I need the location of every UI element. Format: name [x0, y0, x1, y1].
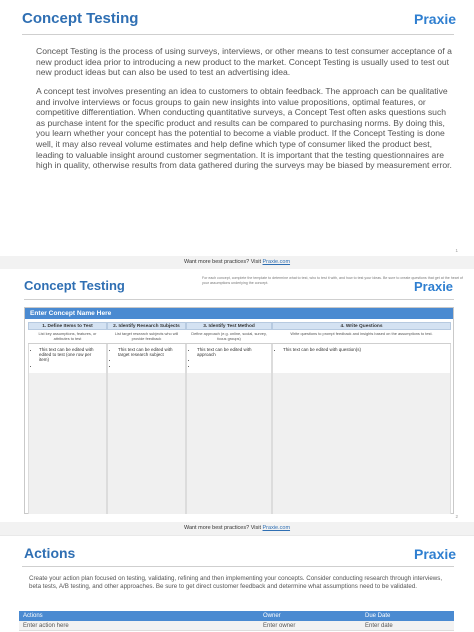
footer-banner — [0, 256, 474, 269]
bullet-list[interactable] — [29, 344, 106, 373]
column-header: 4. Write Questions — [272, 322, 451, 330]
column-description: Write questions to prompt feedback and insights based on the assumptions to test. — [272, 330, 451, 344]
table-header-row — [19, 611, 454, 621]
page-title: Actions — [24, 545, 76, 561]
due-date-field[interactable]: Enter date — [365, 623, 393, 629]
empty-cell-area — [273, 373, 450, 514]
praxie-logo: Praxie — [414, 11, 457, 27]
list-item[interactable] — [118, 363, 181, 368]
page-2 — [0, 269, 474, 522]
title-divider — [22, 566, 454, 567]
table-row — [19, 621, 454, 631]
column-description: List target research subjects who will provide feedback — [107, 330, 186, 344]
bullet-list[interactable] — [108, 344, 185, 373]
praxie-logo: Praxie — [414, 546, 457, 562]
empty-cell-area — [29, 373, 106, 514]
praxie-logo: Praxie — [414, 279, 454, 294]
praxie-link[interactable]: Praxie.com — [262, 525, 291, 531]
page-3 — [0, 536, 474, 632]
column-header-owner: Owner — [263, 613, 281, 619]
template-instructions: For each concept, complete the template to determine what to test, who to test it with, and how to test your ideas. Be sure to create questions that get at the heart of your assumptions underlying the concept. — [202, 276, 463, 285]
column-body[interactable] — [28, 344, 107, 514]
footer-banner — [0, 522, 474, 535]
column-body[interactable] — [186, 344, 272, 514]
praxie-link[interactable]: Praxie.com — [262, 259, 291, 265]
page-title: Concept Testing — [22, 10, 139, 27]
column-header: 2. Identify Research Subjects — [107, 322, 186, 330]
title-divider — [22, 34, 454, 35]
column-research-subjects — [107, 322, 186, 514]
empty-cell-area — [187, 373, 271, 514]
owner-field[interactable]: Enter owner — [263, 623, 296, 629]
column-description: Define approach (e.g. online, social, survey, focus groups) — [186, 330, 272, 344]
column-header: 3. Identify Test Method — [186, 322, 272, 330]
footer-text: Want more best practices? Visit — [183, 259, 263, 265]
action-field[interactable]: Enter action here — [23, 623, 69, 629]
actions-table — [19, 611, 454, 631]
column-header-due-date: Due Date — [365, 613, 391, 619]
intro-paragraph: Concept Testing is the process of using surveys, interviews, or other means to test consumer acceptance of a new product idea prior to introducing a new product to the market. Concept Testing is usually used to test out new product ideas but can also be used to test an advertising idea. — [36, 46, 452, 78]
column-test-method — [186, 322, 272, 514]
list-item[interactable] — [197, 363, 267, 368]
column-header-actions: Actions — [23, 613, 43, 619]
page-number: 2 — [455, 514, 458, 519]
list-item[interactable]: • This text can be edited with target research subject — [118, 347, 181, 357]
footer-text: Want more best practices? Visit — [183, 525, 263, 531]
actions-description: Create your action plan focused on testing, validating, refining and then implementing your concepts. Consider conducting research through interviews, beta tests, A/B testing, and other approaches. Be sure to get direct customer feedback and determine what assumptions need to be validated. — [29, 575, 443, 590]
list-item[interactable]: • This text can be edited with edited to test (one row per item) — [39, 347, 102, 363]
concept-template — [24, 307, 454, 514]
column-description: List key assumptions, features, or attributes to test — [28, 330, 107, 344]
bullet-list[interactable] — [187, 344, 271, 373]
column-header: 1. Define Items to Test — [28, 322, 107, 330]
column-body[interactable] — [272, 344, 451, 514]
concept-name-field[interactable]: Enter Concept Name Here — [25, 308, 453, 319]
list-item[interactable]: • This text can be edited with question(s) — [283, 347, 446, 352]
column-body[interactable] — [107, 344, 186, 514]
column-define-items — [28, 322, 107, 514]
list-item[interactable] — [39, 363, 102, 368]
list-item[interactable]: • This text can be edited with approach — [197, 347, 267, 357]
column-write-questions — [272, 322, 451, 514]
page-1 — [0, 0, 474, 256]
page-title: Concept Testing — [24, 278, 125, 293]
bullet-list[interactable] — [273, 344, 450, 373]
title-divider — [24, 299, 454, 300]
template-columns — [28, 322, 451, 514]
detail-paragraph: A concept test involves presenting an idea to customers to obtain feedback. The approach can be qualitative and involve interviews or focus groups to gain new insights into value propositions, optimal features, or competitive differentiation. When conducting quantitative surveys, a Concept Test often asks questions such as purchase intent for the specific product and results can be compared to purchasing norms. By doing this, you learn whether your concept has the potential to become a viable product. If the Concept Testing is done well, it may also reveal volume estimates and help define which type of consumer liked the product best, leading to valuable insight around customer segmentation. It is important that the testing questionnaires are high in quality, otherwise results from data gathered during the surveys may be biased by measurement error. — [36, 86, 452, 171]
page-number: 1 — [455, 248, 458, 253]
empty-cell-area — [108, 373, 185, 514]
